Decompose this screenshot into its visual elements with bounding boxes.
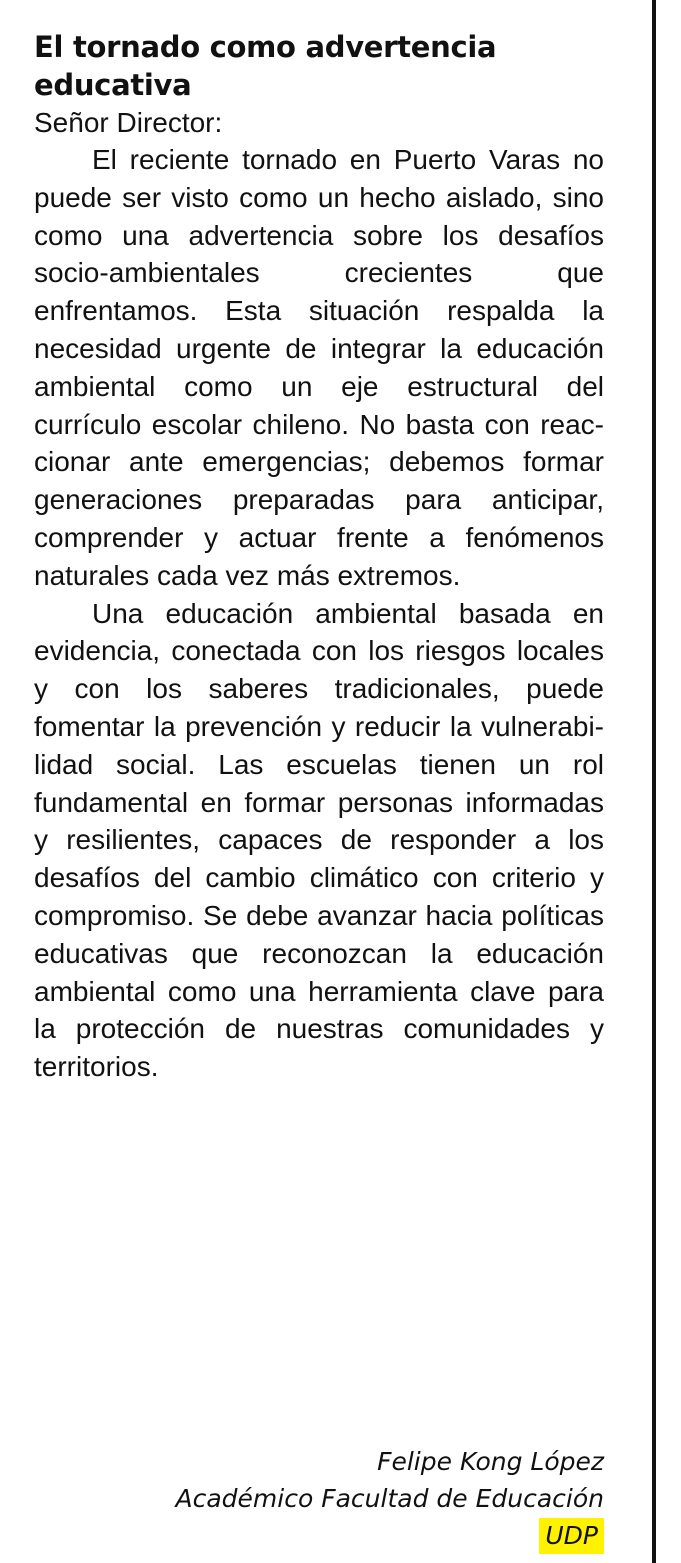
letter-headline: El tornado como advertencia educativa: [34, 30, 497, 102]
signature-institution: UDP: [539, 1518, 604, 1554]
letter-paragraph-1: El reciente tornado en Puerto Varas no puede ser visto como un hecho aislado, sino como una advertencia sobre los desafíos socio-ambientales crecientes que enfrentamos. Esta situación respalda la necesidad urgente de integrar la educación ambiental como un eje estructural del currículo escolar chileno. No basta con reaccionar ante emergencias; debemos formar generaciones preparadas para anticipar, comprender y actuar frente a fenómenos naturales cada vez más extremos.: [34, 144, 604, 591]
letter-paragraph-2: Una educación ambiental basada en evidencia, conectada con los riesgos locales y con los saberes tradicionales, puede fomentar la prevención y reducir la vulnerabilidad social. Las escuelas tienen un rol fundamental en formar personas informadas y resilientes, capaces de responder a los desafíos del cambio climático con criterio y compromiso. Se debe avanzar hacia políticas educativas que reconozcan la educación ambiental como una herramienta clave para la protección de nuestras comunidades y territorios.: [34, 597, 604, 1083]
signature-name: Felipe Kong López: [377, 1447, 604, 1476]
signature-title: Académico Facultad de Educación: [175, 1484, 604, 1513]
letter-signature: [176, 1443, 604, 1554]
letter-article: [34, 28, 604, 1086]
letter-salutation: Señor Director:: [34, 107, 223, 138]
column-rule: [652, 0, 656, 1563]
